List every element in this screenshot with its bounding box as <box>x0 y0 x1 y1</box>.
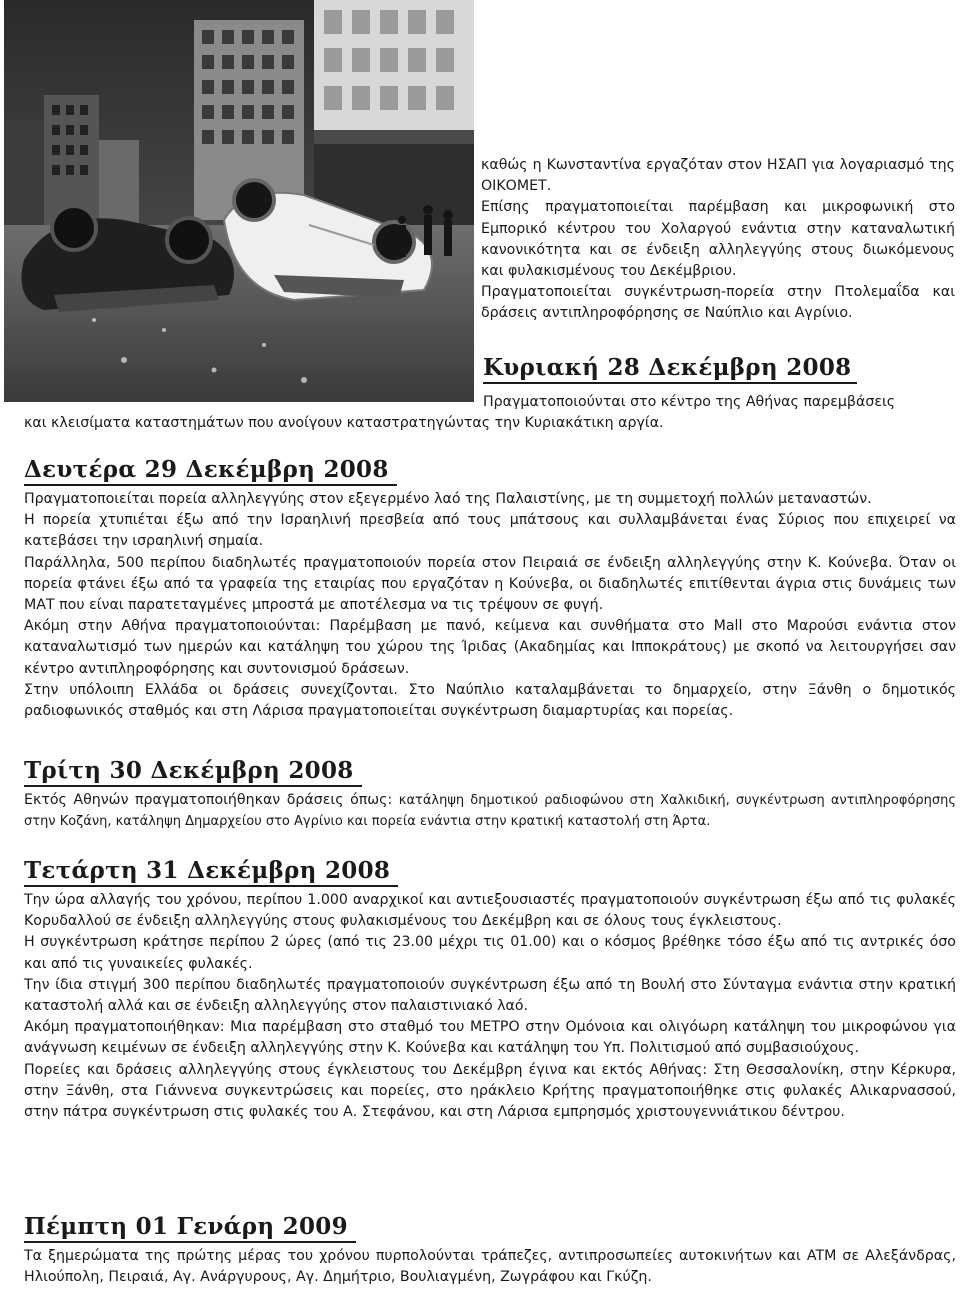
monday-paragraph: Πραγματοποιείται πορεία αλληλεγγύης στον εξεγερμένο λαό της Παλαιστίνης, με τη συμμετοχή πολλών μεταναστών. <box>24 491 872 507</box>
monday-heading: Δευτέρα 29 Δεκέμβρη 2008 <box>24 456 389 483</box>
sunday-text-line2: και κλεισίματα καταστημάτων που ανοίγουν καταστρατηγώντας την Κυριακάτικη αργία. <box>24 415 664 431</box>
intro-text-column <box>481 155 955 325</box>
wednesday-paragraph: Την ώρα αλλαγής του χρόνου, περίπου 1.000 αναρχικοί και αντιεξουσιαστές πραγματοποιούν συγκέντρωση έξω από τις φυλακές Κορυδαλλού σε ένδειξη αλληλεγγύης στους φυλακισμένους του Δεκέμβρη και σε όλους τους έγκλειστους. <box>24 892 956 930</box>
wednesday-paragraph: Η συγκέντρωση κράτησε περίπου 2 ώρες (από τις 23.00 μέχρι τις 01.00) και ο κόσμος βρέθηκε τόσο έξω από τις αντρικές όσο και από τις γυναικείες φυλακές. <box>24 934 956 972</box>
sunday-heading: Κυριακή 28 Δεκέμβρη 2008 <box>483 354 852 381</box>
wednesday-heading: Τετάρτη 31 Δεκέμβρη 2008 <box>24 857 391 884</box>
tuesday-text-lead: Εκτός Αθηνών πραγματοποιήθηκαν δράσεις όπως: <box>24 792 399 808</box>
monday-paragraph: Η πορεία χτυπιέται έξω από την Ισραηλινή πρεσβεία από τους μπάτσους και συλλαμβάνεται ένας Σύριος που επιχειρεί να κατεβάσει την ισραηλινή σημαία. <box>24 512 956 550</box>
intro-paragraph: καθώς η Κωνσταντίνα εργαζόταν στον ΗΣΑΠ για λογαριασμό της ΟΙΚΟΜΕΤ. <box>481 157 955 195</box>
monday-paragraph: Στην υπόλοιπη Ελλάδα οι δράσεις συνεχίζονται. Στο Ναύπλιο καταλαμβάνεται το δημαρχείο, στην Ξάνθη ο δημοτικός ραδιοφωνικός σταθμός και στη Λάρισα πραγματοποιείται συγκέντρωση διαμαρτυρίας και πορείας. <box>24 681 956 720</box>
thursday-paragraph: Τα ξημερώματα της πρώτης μέρας του χρόνου πυρπολούνται τράπεζες, αντιπροσωπείες αυτοκινήτων και ATM σε Αλεξάνδρας, Ηλιούπολη, Πειραιά, Αγ. Ανάργυρους, Αγ. Δημήτριο, Βουλιαγμένη, Ζωγράφου και Γκύζη. <box>24 1248 956 1286</box>
wednesday-paragraph: Πορείες και δράσεις αλληλεγγύης στους έγκλειστους του Δεκέμβρη έγινα και εκτός Αθήνας: Στη Θεσσαλονίκη, στην Κέρκυρα, στην Ξάνθη, στα Γιάννενα συγκεντρώσεις και πορείες, στο ηράκλειο Κρήτης πραγματοποιήθηκε στις φυλακές Αλικαρνασσού, στην πάτρα συγκέντρωση στις φυλακές του Α. Στεφάνου, και στη Λάρισα εμπρησμός χριστουγεννιάτικου δέντρου. <box>24 1061 956 1121</box>
sunday-text-line1: Πραγματοποιούνται στο κέντρο της Αθήνας παρεμβάσεις <box>483 394 896 410</box>
section-monday <box>24 456 956 722</box>
tuesday-paragraph <box>24 790 956 832</box>
section-wednesday <box>24 857 956 1123</box>
thursday-heading: Πέμπτη 01 Γενάρη 2009 <box>24 1213 348 1240</box>
tuesday-heading: Τρίτη 30 Δεκέμβρη 2008 <box>24 757 354 784</box>
intro-paragraph: Επίσης πραγματοποιείται παρέμβαση και μικροφωνική στο Εμπορικό κέντρου του Χολαργού ενάντια στην καταναλωτική κανονικότητα και σε ένδειξη αλληλεγγύης στους διωκόμενους και φυλακισμένους του Δεκέμβριου. <box>481 199 955 280</box>
monday-paragraph: Ακόμη στην Αθήνα πραγματοποιούνται: Παρέμβαση με πανό, κείμενα και συνθήματα στο Mall στο Μαρούσι ενάντια στον καταναλωτισμό των ημερών και κατάληψη του χώρου της Ίριδας (Ακαδημίας και Ιπποκράτους) με σκοπό να λειτουργήσει σαν κέντρο αντιπληροφόρησης και συντονισμού δράσεων. <box>24 618 956 677</box>
wednesday-paragraph: Ακόμη πραγματοποιήθηκαν: Μια παρέμβαση στο σταθμό του ΜΕΤΡΟ στην Ομόνοια και ολιγόωρη κατάληψη του μικροφώνου για ανάγνωση κειμένων σε ένδειξη αλληλεγγύης στην Κ. Κούνεβα και κατάληψη του Υπ. Πολιτισμού από συμβασιούχους. <box>24 1019 956 1057</box>
overturned-cars-photo <box>4 0 474 402</box>
intro-paragraph: Πραγματοποιείται συγκέντρωση-πορεία στην Πτολεμαΐδα και δράσεις αντιπληροφόρησης σε Ναύπλιο και Αγρίνιο. <box>481 284 955 322</box>
tuesday-text-rest: κατάληψη δημοτικού ραδιοφώνου στη Χαλκιδική, συγκέντρωση αντιπληροφόρησης στην Κοζάνη, κατάληψη Δημαρχείου στο Αγρίνιο και πορεία ενάντια στην κρατική καταστολή στη Άρτα. <box>24 793 956 830</box>
wednesday-paragraph: Την ίδια στιγμή 300 περίπου διαδηλωτές πραγματοποιούν συγκέντρωση έξω από τη Βουλή στο Σύνταγμα ενάντια στην κρατική καταστολή αλλά και σε ένδειξη αλληλεγγύης στον παλαιστινιακό λαό. <box>24 976 956 1015</box>
monday-paragraph: Παράλληλα, 500 περίπου διαδηλωτές πραγματοποιούν πορεία στον Πειραιά σε ένδειξη αλληλεγγύης στην Κ. Κούνεβα. Όταν οι πορεία φτάνει έξω από τα γραφεία της εταιρίας που εργαζόταν η Κούνεβα, οι διαδηλωτές επιτίθενται άγρια στις δυνάμεις των ΜΑΤ που είναι παρατεταγμένες μπροστά με αποτέλεσμα να τις τρέψουν σε φυγή. <box>24 554 956 614</box>
section-tuesday <box>24 757 956 832</box>
section-thursday <box>24 1213 956 1288</box>
